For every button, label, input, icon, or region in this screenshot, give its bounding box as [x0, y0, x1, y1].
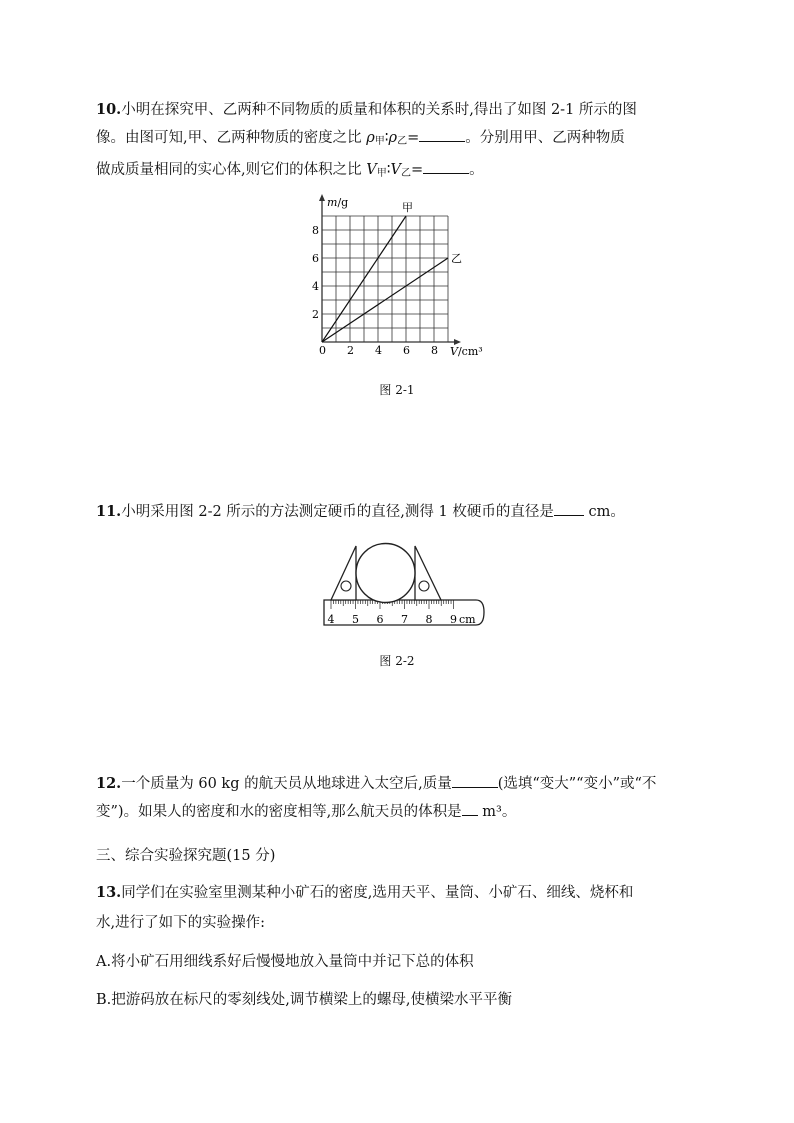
- answer-blank-volume-ratio[interactable]: [423, 157, 469, 174]
- q12-text: 一个质量为 60 kg 的航天员从地球进入太空后,质量: [121, 776, 452, 792]
- x-tick-label: 4: [375, 344, 382, 357]
- question-10: [96, 96, 706, 188]
- ruler-number: 4: [327, 613, 335, 626]
- line-label-yi: 乙: [451, 252, 462, 265]
- answer-blank-density-ratio[interactable]: [419, 125, 465, 142]
- coin: [356, 544, 415, 603]
- q13-line-1: [96, 878, 706, 908]
- q10-text: 。分别用甲、乙两种物质: [465, 130, 625, 146]
- subscript: 乙: [400, 168, 411, 179]
- q13-text: 同学们在实验室里测某种小矿石的密度,选用天平、量筒、小矿石、细线、烧杯和: [121, 885, 634, 901]
- answer-blank-coin-diameter[interactable]: [554, 499, 584, 516]
- volume-symbol: V: [390, 162, 401, 178]
- question-number: 13.: [96, 884, 122, 901]
- question-11: [96, 498, 706, 526]
- right-triangle-hole: [419, 581, 429, 591]
- graph-lines: [322, 216, 448, 342]
- q12-text: 变”)。如果人的密度和水的密度相等,那么航天员的体积是: [96, 804, 462, 820]
- ruler-number: 8: [425, 613, 433, 626]
- line-label-jia: 甲: [402, 201, 413, 214]
- q10-text: 做成质量相同的实心体,则它们的体积之比: [96, 162, 367, 178]
- subscript: 甲: [376, 168, 387, 179]
- rho-symbol: ρ: [366, 130, 375, 146]
- question-number: 12.: [96, 775, 122, 792]
- equals-sign: =: [407, 130, 420, 146]
- figure-2-1-graph: [300, 192, 500, 362]
- figure-2-1-caption: 图 2-1: [379, 383, 415, 397]
- origin-label: 0: [319, 344, 326, 357]
- q10-line-2: [96, 124, 706, 156]
- answer-blank-volume[interactable]: [462, 799, 478, 816]
- graph-grid: [319, 194, 461, 345]
- y-axis-label: m/g: [327, 196, 349, 209]
- rho-symbol: ρ: [388, 130, 398, 146]
- subscript: 乙: [397, 136, 408, 147]
- ruler-number: 6: [376, 613, 384, 626]
- x-tick-label: 8: [431, 344, 438, 357]
- section-3-title: 三、综合实验探究题(15 分): [96, 848, 276, 864]
- q12-text: m³。: [482, 804, 517, 820]
- left-triangle-hole: [341, 581, 351, 591]
- question-13: [96, 878, 706, 938]
- q10-text: 像。由图可知,甲、乙两种物质的密度之比: [96, 130, 367, 146]
- figure-2-2-caption: 图 2-2: [379, 654, 415, 668]
- ruler-number: 5: [352, 613, 359, 626]
- x-tick-label: 2: [347, 344, 354, 357]
- ratio-colon: ∶: [384, 130, 389, 146]
- question-number: 10.: [96, 101, 122, 118]
- y-axis-arrow: [319, 194, 325, 201]
- y-tick-label: 4: [312, 280, 319, 293]
- y-tick-label: 8: [312, 224, 319, 237]
- q11-text: 小明采用图 2-2 所示的方法测定硬币的直径,测得 1 枚硬币的直径是: [121, 504, 554, 520]
- x-axis-label: V/cm³: [450, 345, 483, 358]
- ruler-number: 7: [401, 613, 408, 626]
- volume-symbol: V: [366, 162, 377, 178]
- left-triangle-ruler: [331, 546, 356, 600]
- q13-option-a: A.将小矿石用细线系好后慢慢地放入量筒中并记下总的体积: [96, 954, 474, 970]
- q12-text: (选填“变大”“变小”或“不: [497, 776, 657, 792]
- ruler-unit: cm: [459, 613, 476, 626]
- q12-line-2: [96, 798, 706, 826]
- q13-option-b: B.把游码放在标尺的零刻线处,调节横梁上的螺母,使横梁水平平衡: [96, 992, 512, 1008]
- ratio-colon: ∶: [386, 162, 391, 178]
- q10-text: 小明在探究甲、乙两种不同物质的质量和体积的关系时,得出了如图 2-1 所示的图: [121, 102, 637, 118]
- subscript: 甲: [374, 136, 385, 147]
- figure-2-2-coin-ruler: [312, 538, 492, 633]
- question-12: [96, 770, 706, 826]
- y-tick-label: 6: [312, 252, 319, 265]
- ruler-number: 9: [450, 613, 457, 626]
- answer-blank-mass-change[interactable]: [452, 771, 498, 788]
- q10-line-3: [96, 156, 706, 188]
- q11-text: cm。: [588, 504, 625, 520]
- q10-text: 。: [469, 162, 484, 178]
- q10-line-1: [96, 96, 706, 124]
- x-tick-label: 6: [403, 344, 410, 357]
- q12-line-1: [96, 770, 706, 798]
- q13-line-2: 水,进行了如下的实验操作:: [96, 915, 265, 931]
- y-tick-label: 2: [312, 308, 319, 321]
- equals-sign: =: [410, 162, 424, 178]
- right-triangle-ruler: [415, 546, 441, 600]
- question-number: 11.: [96, 503, 122, 520]
